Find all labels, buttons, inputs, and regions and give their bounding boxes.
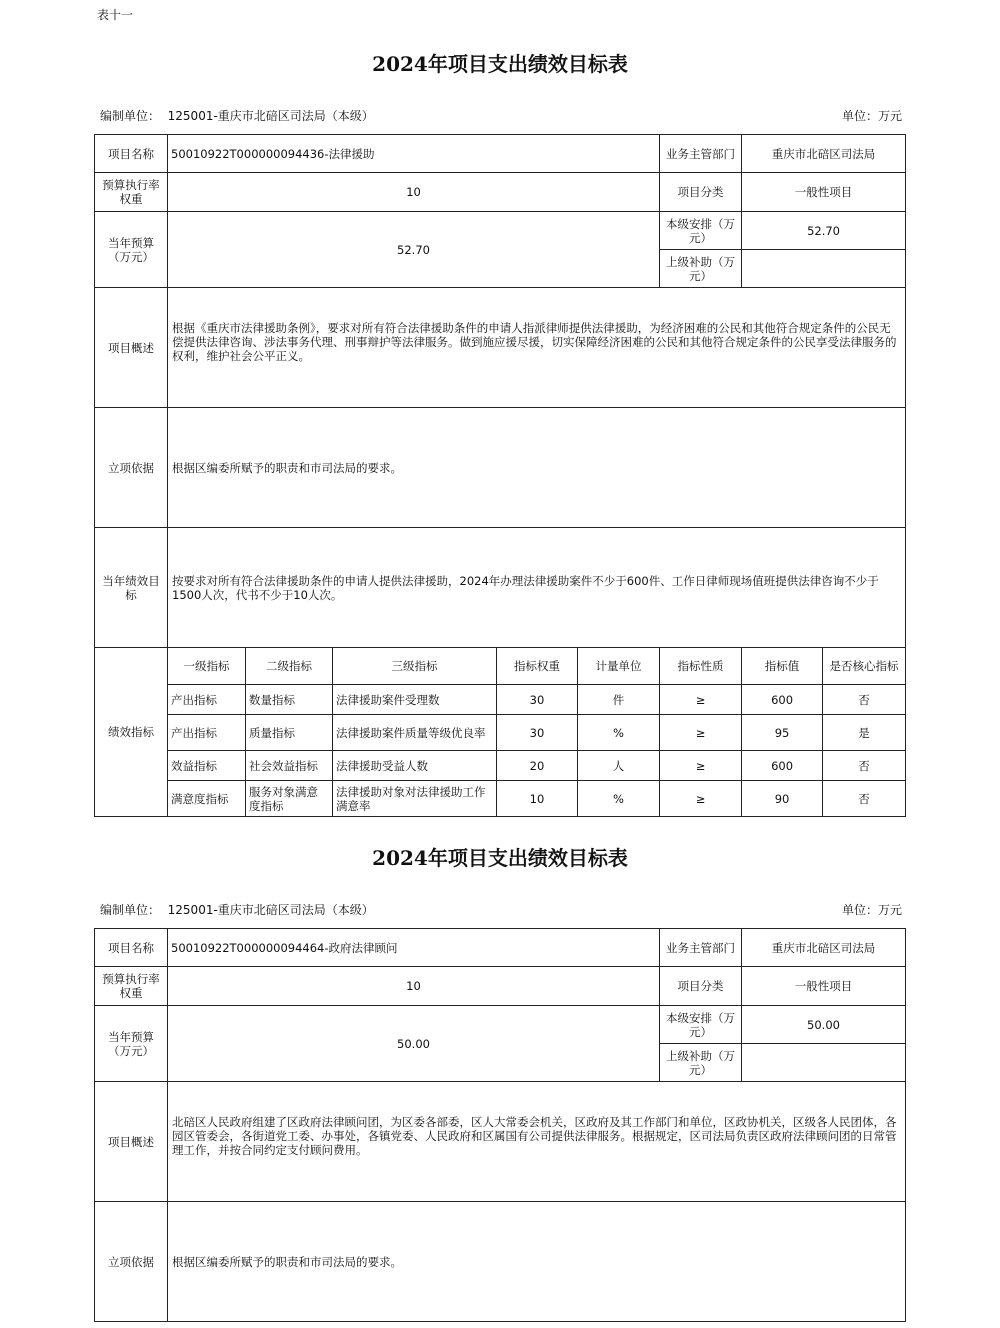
table-cell: % (578, 715, 660, 751)
own-value: 52.70 (742, 212, 906, 250)
label-project-name: 项目名称 (95, 135, 168, 173)
overview-text: 根据《重庆市法律援助条例》，要求对所有符合法律援助条件的申请人指派律师提供法律援助，为经济困难的公民和其他符合规定条件的公民无偿提供法律咨询、涉法事务代理、刑事辩护等法律服务。做到施应援尽援，切实保障经济困难的公民和其他符合规定条件的公民享受法律服务的权利，维护社会公平正义。 (168, 288, 906, 408)
table-cell: 600 (742, 751, 823, 781)
own-value: 50.00 (742, 1006, 906, 1044)
label-category: 项目分类 (660, 173, 742, 212)
basis-text: 根据区编委所赋予的职责和市司法局的要求。 (168, 408, 906, 528)
table-cell: 数量指标 (246, 685, 333, 715)
table-cell: ≥ (660, 781, 742, 817)
table-cell: 服务对象满意度指标 (246, 781, 333, 817)
form-2-amount-unit: 单位：万元 (841, 903, 902, 917)
dept-value: 重庆市北碚区司法局 (742, 929, 906, 967)
table-cell: 600 (742, 685, 823, 715)
label-upper: 上级补助（万元） (660, 250, 742, 288)
overview-text: 北碚区人民政府组建了区政府法律顾问团，为区委各部委，区人大常委会机关，区政府及其工作部门和单位，区政协机关，区级各人民团体，各园区管委会，各街道党工委、办事处，各镇党委、人民政府和区属国有公司提供法律服务。根据规定，区司法局负责区政府法律顾问团的日常管理工作，并按合同约定支付顾问费用。 (168, 1082, 906, 1202)
table-row (95, 751, 906, 781)
table-cell: 件 (578, 685, 660, 715)
category-value: 一般性项目 (742, 967, 906, 1006)
perf-header: 三级指标 (333, 648, 497, 685)
table-cell: 法律援助对象对法律援助工作满意率 (333, 781, 497, 817)
form-2-title: 2024年项目支出绩效目标表 (372, 846, 628, 870)
label-project-name: 项目名称 (95, 929, 168, 967)
label-budget: 当年预算（万元） (95, 212, 168, 288)
project-name-value: 50010922T000000094464-政府法律顾问 (168, 929, 660, 967)
form-1-amount-unit: 单位：万元 (841, 109, 902, 123)
label-budget: 当年预算（万元） (95, 1006, 168, 1082)
label-basis: 立项依据 (95, 408, 168, 528)
unit-prefix: 编制单位： (100, 903, 161, 917)
table-cell: 否 (823, 781, 906, 817)
table-number-tag: 表十一 (97, 8, 134, 22)
label-basis: 立项依据 (95, 1202, 168, 1322)
label-overview: 项目概述 (95, 288, 168, 408)
table-cell: 10 (497, 781, 578, 817)
table-cell: 质量指标 (246, 715, 333, 751)
table-cell: 否 (823, 751, 906, 781)
goal-text: 按要求对所有符合法律援助条件的申请人提供法律援助，2024年办理法律援助案件不少于600件、工作日律师现场值班提供法律咨询不少于1500人次，代书不少于10人次。 (168, 528, 906, 648)
table-cell: 20 (497, 751, 578, 781)
form-1-unit-line (100, 107, 374, 124)
table-row (95, 715, 906, 751)
upper-value (742, 250, 906, 288)
table-row (95, 685, 906, 715)
table-cell: ≥ (660, 685, 742, 715)
table-cell: 法律援助案件受理数 (333, 685, 497, 715)
form-1-title: 2024年项目支出绩效目标表 (372, 52, 628, 76)
unit-value: 125001-重庆市北碚区司法局（本级） (167, 109, 374, 123)
label-upper: 上级补助（万元） (660, 1044, 742, 1082)
budget-value: 52.70 (168, 212, 660, 288)
perf-header: 二级指标 (246, 648, 333, 685)
label-weight: 预算执行率权重 (95, 173, 168, 212)
table-cell: 满意度指标 (168, 781, 246, 817)
table-cell: 产出指标 (168, 715, 246, 751)
weight-value: 10 (168, 173, 660, 212)
category-value: 一般性项目 (742, 173, 906, 212)
upper-value (742, 1044, 906, 1082)
label-overview: 项目概述 (95, 1082, 168, 1202)
table-cell: 产出指标 (168, 685, 246, 715)
label-own: 本级安排（万元） (660, 212, 742, 250)
perf-header: 计量单位 (578, 648, 660, 685)
budget-value: 50.00 (168, 1006, 660, 1082)
table-row (95, 781, 906, 817)
perf-header: 指标值 (742, 648, 823, 685)
table-cell: 效益指标 (168, 751, 246, 781)
table-cell: 95 (742, 715, 823, 751)
perf-header: 是否核心指标 (823, 648, 906, 685)
label-weight: 预算执行率权重 (95, 967, 168, 1006)
table-cell: 社会效益指标 (246, 751, 333, 781)
table-cell: 法律援助案件质量等级优良率 (333, 715, 497, 751)
weight-value: 10 (168, 967, 660, 1006)
table-cell: 法律援助受益人数 (333, 751, 497, 781)
dept-value: 重庆市北碚区司法局 (742, 135, 906, 173)
table-cell: 90 (742, 781, 823, 817)
label-own: 本级安排（万元） (660, 1006, 742, 1044)
table-cell: 人 (578, 751, 660, 781)
table-cell: 30 (497, 685, 578, 715)
perf-header: 指标性质 (660, 648, 742, 685)
label-category: 项目分类 (660, 967, 742, 1006)
table-cell: ≥ (660, 715, 742, 751)
table-cell: 30 (497, 715, 578, 751)
label-goal: 当年绩效目标 (95, 528, 168, 648)
perf-header: 一级指标 (168, 648, 246, 685)
basis-text: 根据区编委所赋予的职责和市司法局的要求。 (168, 1202, 906, 1322)
form-2-table (94, 928, 906, 1322)
table-cell: 否 (823, 685, 906, 715)
label-dept: 业务主管部门 (660, 929, 742, 967)
table-cell: % (578, 781, 660, 817)
table-cell: ≥ (660, 751, 742, 781)
perf-header: 指标权重 (497, 648, 578, 685)
form-2-unit-line (100, 901, 374, 918)
form-1-table (94, 134, 906, 817)
label-dept: 业务主管部门 (660, 135, 742, 173)
label-indicators: 绩效指标 (95, 648, 168, 817)
unit-prefix: 编制单位： (100, 109, 161, 123)
project-name-value: 50010922T000000094436-法律援助 (168, 135, 660, 173)
table-cell: 是 (823, 715, 906, 751)
unit-value: 125001-重庆市北碚区司法局（本级） (167, 903, 374, 917)
